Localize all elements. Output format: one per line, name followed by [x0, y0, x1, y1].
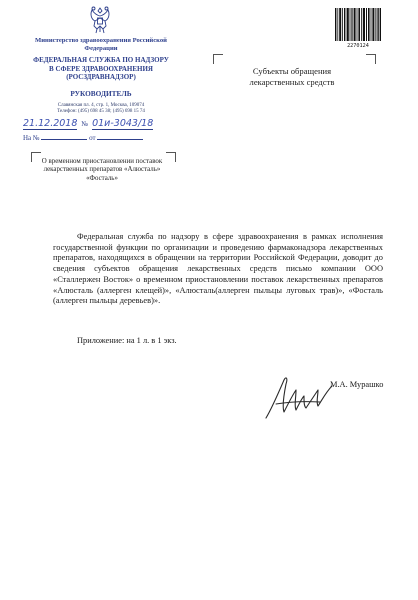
outgoing-number: 01и-3043/18: [92, 118, 154, 129]
outgoing-date-number: [23, 118, 183, 130]
agency-line-3: (РОСЗДРАВНАДЗОР): [66, 73, 136, 82]
recipient: Субъекты обращения лекарственных средств: [249, 66, 335, 87]
agency-line-2: В СФЕРЕ ЗДРАВООХРАНЕНИЯ: [49, 64, 153, 73]
subject-corner-right: [166, 152, 176, 162]
letterhead-address: [26, 103, 176, 116]
letterhead-role: РУКОВОДИТЕЛЬ: [70, 88, 132, 98]
handwritten-signature: [262, 368, 340, 426]
address-line: Славянская пл. 4, стр. 1, Москва, 109074: [57, 102, 145, 108]
letter-body: Федеральная служба по надзору в сфере здравоохранения в рамках исполнения государственной функции по организации и проведению фармаконадзора лекарственных препаратов, находящихся в обращении на территории Российской Федерации, доводит до сведения субъектов обращения лекарственных средств письмо компании ООО «Сталлержен Восток» о временном приостановлении поставок лекарственных препаратов «Алюсталь (аллерген клещей)», «Алюсталь(аллерген пыльцы луговых трав)», «Фосталь (аллерген пыльцы деревьев)».: [53, 232, 383, 306]
na-label: На №: [23, 134, 40, 142]
phone-line: Телефон: (495) 698 45 38; (495) 698 15 74: [57, 109, 145, 115]
agency-line-1: ФЕДЕРАЛЬНАЯ СЛУЖБА ПО НАДЗОРУ: [33, 56, 169, 64]
agency-name: [26, 56, 176, 82]
ministry-name: Министерство здравоохранения Российской Федерации: [35, 37, 167, 52]
ot-label: от: [89, 134, 96, 142]
recipient-corner-right: [366, 54, 376, 64]
number-label: №: [81, 120, 89, 128]
reference-date-blank: [97, 133, 143, 140]
signer-name: М.А. Мурашко: [330, 380, 384, 389]
reference-number-blank: [41, 133, 87, 140]
barcode-icon: [335, 8, 381, 41]
letter-subject: О временном приостановлении поставок лекарственных препаратов «Алюсталь» «Фосталь»: [41, 158, 163, 182]
outgoing-date: 21.12.2018: [23, 118, 78, 129]
attachment-note: Приложение: на 1 л. в 1 экз.: [77, 336, 177, 345]
letterhead: [26, 37, 176, 116]
double-headed-eagle-icon: [86, 4, 114, 36]
registration-number: 2270124: [347, 43, 369, 49]
recipient-corner-left: [213, 54, 223, 64]
reference-line: [23, 133, 183, 142]
